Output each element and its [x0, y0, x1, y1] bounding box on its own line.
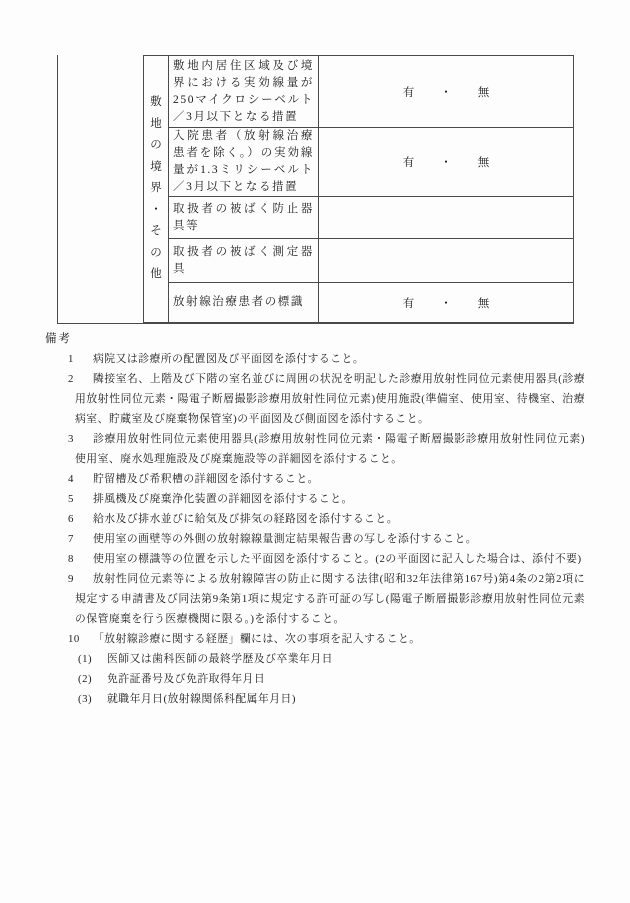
remark-text: 放射性同位元素等による放射線障害の防止に関する法律(昭和32年法律第167号)第4条の2第2項に規定する申請書及び同法第9条第1項に規定する許可証の写し(陽電子断層撮影診療用放射性同位元素の保管廃棄を行う医療機関に限る。)を添付すること。: [75, 573, 585, 625]
remark-item-10-sub-1: [45, 649, 585, 669]
remark-number: 6: [68, 513, 74, 525]
choice-no: 無: [477, 157, 490, 169]
row-label: 取扱者の被ばく測定器具: [173, 245, 314, 275]
row-label-cell: [169, 56, 319, 127]
table-row-protection-equipment: [169, 196, 573, 238]
remark-item-10-sub-2: [45, 669, 585, 689]
remark-number: 7: [68, 533, 74, 545]
remark-sub-text: 就職年月日(放射線関係科配属年月日): [107, 693, 296, 705]
remark-item-2: [45, 369, 585, 429]
remark-text: 使用室の画壁等の外側の放射線線量測定結果報告書の写しを添付すること。: [93, 533, 478, 545]
row-label: 放射線治療患者の標識: [173, 296, 304, 308]
row-choice-cell: [319, 128, 573, 196]
remark-sub-number: (3): [78, 693, 93, 705]
remark-item-3: [45, 429, 585, 469]
choice-no: 無: [477, 86, 490, 99]
group-label-char: ・: [150, 203, 162, 216]
row-choice-cell: [319, 56, 573, 127]
remark-sub-number: (2): [78, 673, 93, 685]
table-row-effective-dose-inpatient: [169, 127, 573, 196]
remark-number: 8: [68, 553, 74, 565]
choice-yes: 有: [402, 297, 415, 310]
remark-item-8: [45, 549, 585, 569]
table-row-effective-dose-site: [169, 56, 573, 127]
remark-item-4: [45, 469, 585, 489]
row-label-cell: [169, 283, 319, 322]
remark-number: 3: [68, 433, 74, 445]
remark-sub-text: 免許証番号及び免許取得年月日: [107, 673, 266, 685]
remark-text: 病院又は診療所の配置図及び平面図を添付すること。: [93, 353, 365, 365]
choice-yes: 有: [402, 86, 415, 99]
row-label: 敷地内居住区域及び境界における実効線量が250マイクロシーベルト／3月以下となる措置: [173, 59, 314, 123]
group-label-char: 地: [150, 117, 162, 130]
remark-item-6: [45, 509, 585, 529]
site-boundary-table: [57, 55, 574, 324]
row-choice-cell: [319, 283, 573, 322]
row-empty-cell: [319, 239, 573, 282]
remark-number: 2: [68, 373, 74, 385]
group-label-char: 他: [150, 268, 162, 281]
table-grid: [143, 55, 574, 323]
row-empty-cell: [319, 197, 573, 238]
remark-text: 診療用放射性同位元素使用器具(診療用放射性同位元素・陽電子断層撮影診療用放射性同位元素)使用室、廃水処理施設及び廃棄施設等の詳細図を添付すること。: [75, 433, 585, 465]
remark-item-10: [45, 629, 585, 649]
choice-separator: ・: [440, 297, 452, 310]
row-label-cell: [169, 128, 319, 196]
choice-no: 無: [477, 297, 490, 310]
remark-text: 給水及び排水並びに給気及び排気の経路図を添付すること。: [93, 513, 399, 525]
row-label-cell: [169, 197, 319, 238]
row-group-label-site-boundary-other: [144, 56, 169, 322]
remark-number: 10: [68, 633, 80, 645]
group-label-char: そ: [150, 225, 162, 238]
choice-separator: ・: [440, 86, 452, 99]
remark-text: 貯留槽及び希釈槽の詳細図を添付すること。: [93, 473, 319, 485]
table-rows: [169, 56, 573, 322]
group-label-char: の: [150, 246, 162, 259]
row-label-cell: [169, 239, 319, 282]
remark-sub-text: 医師又は歯科医師の最終学歴及び卒業年月日: [107, 653, 333, 665]
remark-text: 隣接室名、上階及び下階の室名並びに周囲の状況を明記した診療用放射性同位元素使用器具(診療用放射性同位元素・陽電子断層撮影診療用放射性同位元素)使用施設(準備室、使用室、待機室、治療病室、貯蔵室及び廃棄物保管室)の平面図及び側面図を添付すること。: [75, 373, 585, 425]
table-row-patient-sign: [169, 282, 573, 322]
remark-item-7: [45, 529, 585, 549]
group-label-char: 敷: [150, 96, 162, 109]
remark-number: 1: [68, 353, 74, 365]
remark-item-5: [45, 489, 585, 509]
choice-separator: ・: [440, 157, 452, 169]
group-label-char: 境: [150, 160, 162, 173]
remarks-heading: 備考: [45, 333, 72, 345]
remark-item-1: [45, 349, 585, 369]
remark-sub-number: (1): [78, 653, 93, 665]
choice-yes: 有: [402, 157, 415, 169]
row-label: 入院患者（放射線治療患者を除く。）の実効線量が1.3ミリシーベルト／3月以下となる措置: [173, 130, 314, 193]
remark-item-9: [45, 569, 585, 629]
remark-text: 排風機及び廃棄浄化装置の詳細図を添付すること。: [93, 493, 353, 505]
remark-text: 使用室の標識等の位置を示した平面図を添付すること。(2の平面図に記入した場合は、添付不要): [93, 553, 582, 565]
row-label: 取扱者の被ばく防止器具等: [173, 202, 314, 232]
remark-number: 4: [68, 473, 74, 485]
group-label-char: の: [150, 139, 162, 152]
group-label-char: 界: [150, 182, 162, 195]
remark-item-10-sub-3: [45, 689, 585, 709]
remark-number: 5: [68, 493, 74, 505]
table-row-measuring-equipment: [169, 238, 573, 282]
remark-text: 「放射線診療に関する経歴」欄には、次の事項を記入すること。: [93, 633, 421, 645]
remark-number: 9: [68, 573, 74, 585]
remarks-section: [45, 329, 585, 709]
